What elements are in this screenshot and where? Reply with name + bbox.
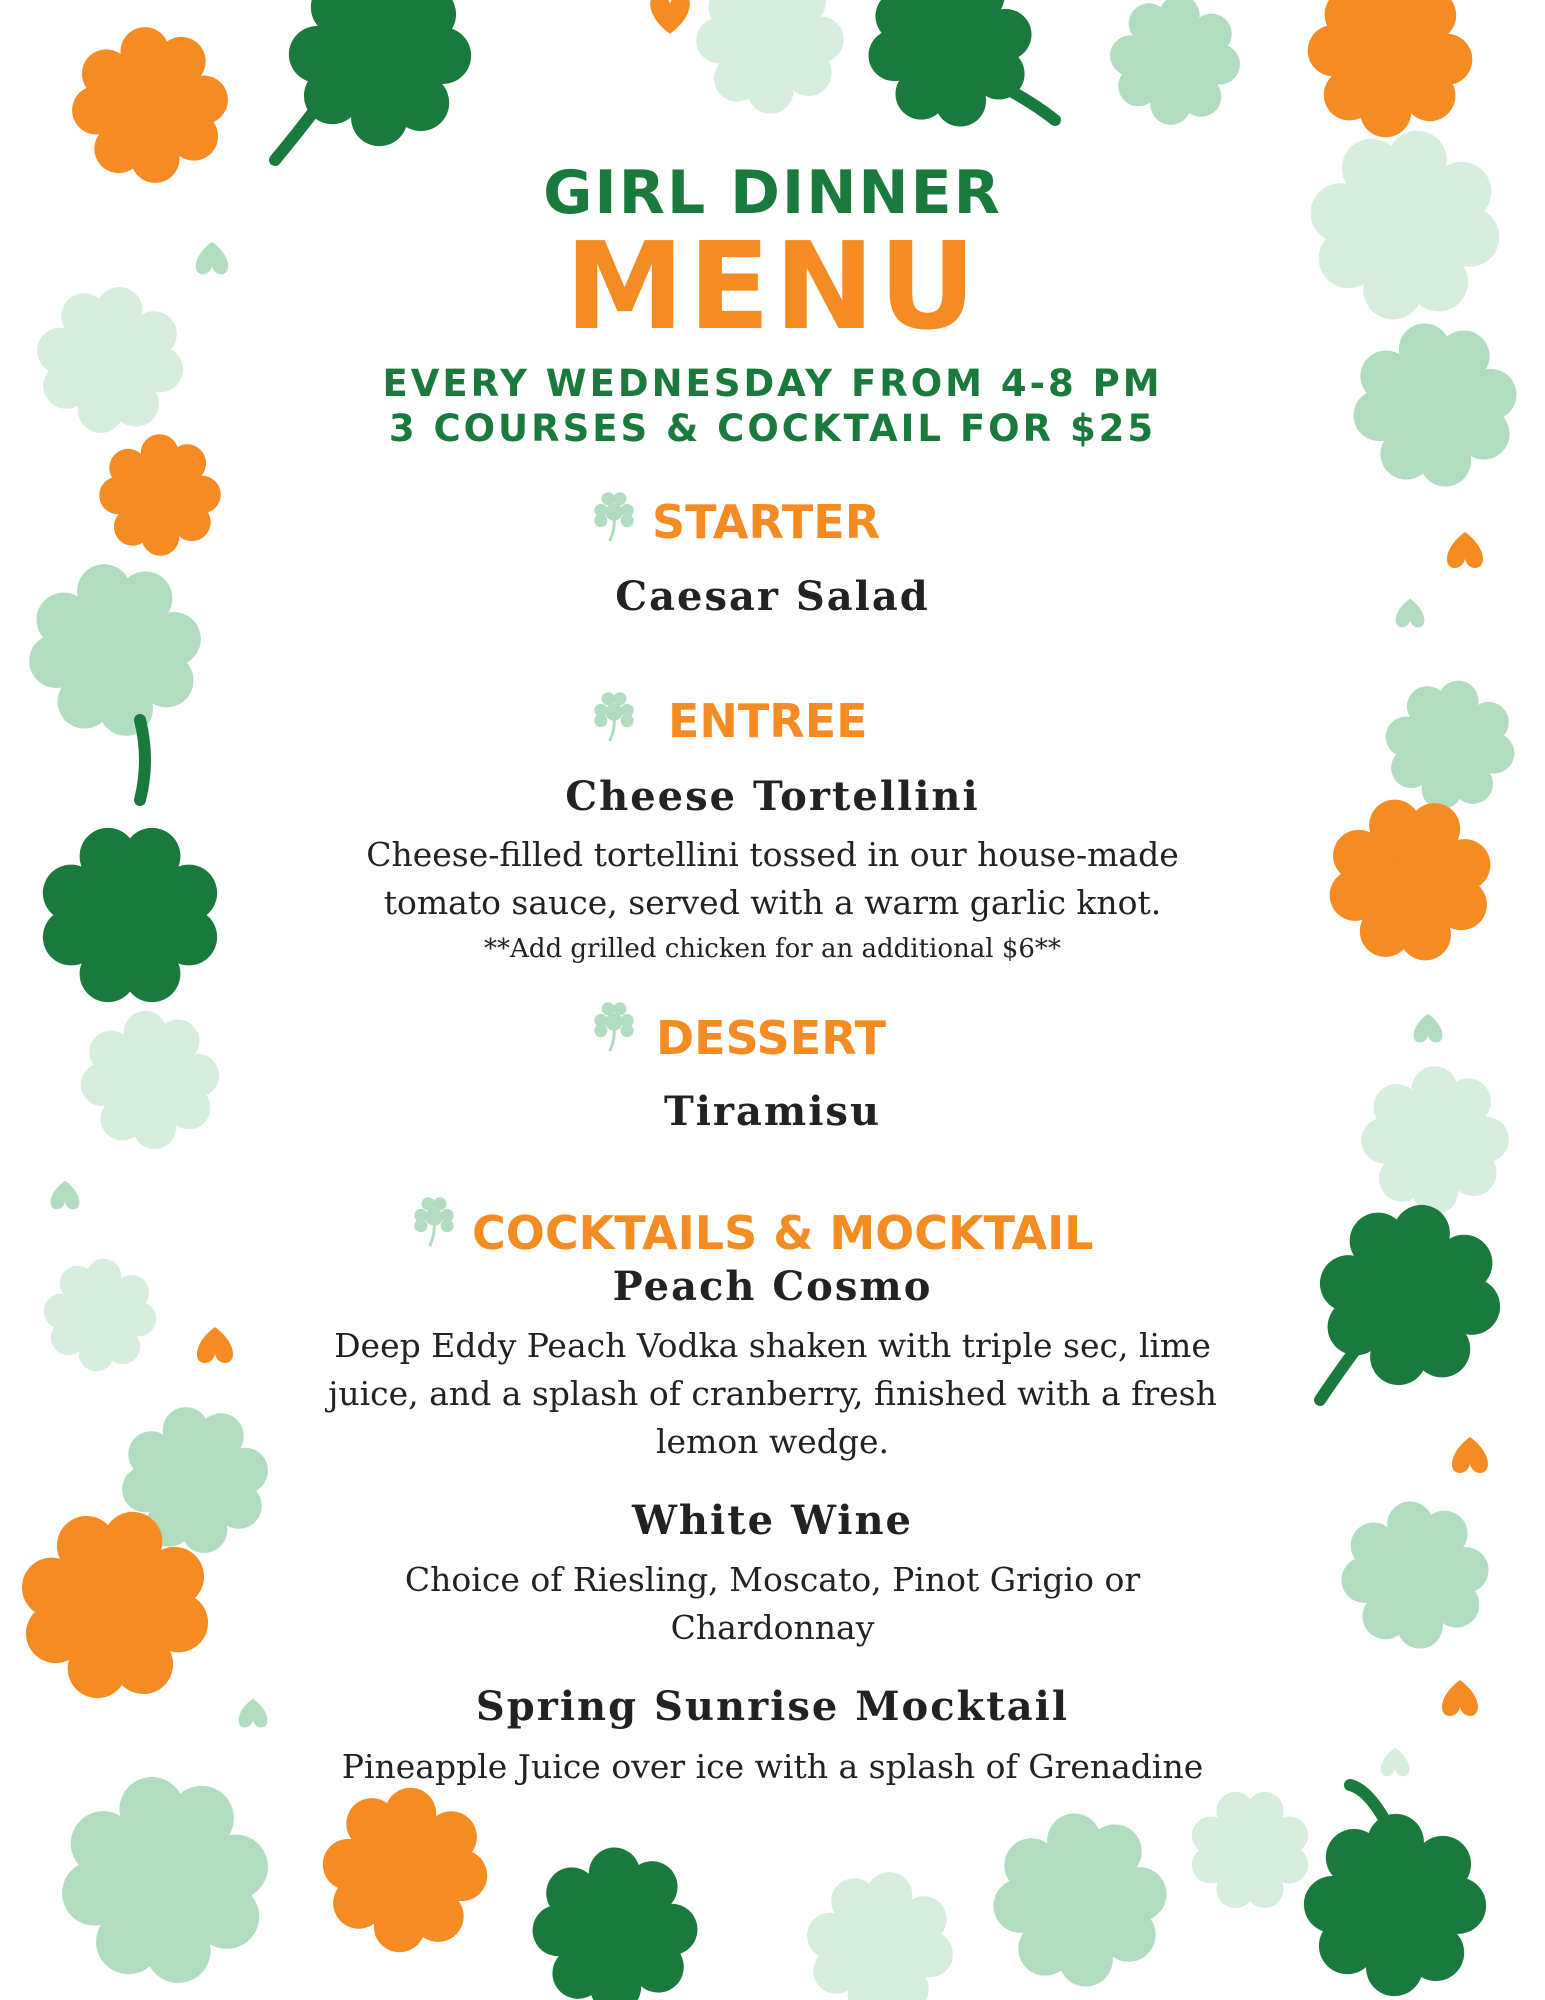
item-description: tomato sauce, served with a warm garlic knot. — [383, 883, 1162, 922]
schedule-line: EVERY WEDNESDAY FROM 4-8 PM — [382, 362, 1163, 405]
item-name: Caesar Salad — [615, 573, 930, 620]
item-name: White Wine — [632, 1497, 913, 1544]
item-description: Cheese-filled tortellini tossed in our house-made — [366, 835, 1179, 874]
menu-title: MENU — [564, 218, 981, 357]
item-name: Cheese Tortellini — [565, 773, 980, 820]
shamrock-icon — [592, 1000, 636, 1054]
section-heading-entree: ENTREE — [668, 694, 868, 748]
section-heading-cocktails: COCKTAILS & MOCKTAIL — [472, 1206, 1094, 1260]
item-description: Chardonnay — [670, 1608, 875, 1647]
section-heading-dessert: DESSERT — [656, 1011, 886, 1065]
menu-kicker: GIRL DINNER — [543, 158, 1002, 228]
shamrock-icon — [412, 1195, 456, 1249]
item-note: **Add grilled chicken for an additional $6** — [484, 934, 1061, 964]
item-description: juice, and a splash of cranberry, finished with a fresh — [328, 1374, 1217, 1413]
shamrock-icon — [592, 490, 636, 544]
item-name: Peach Cosmo — [612, 1263, 933, 1310]
item-description: lemon wedge. — [655, 1422, 890, 1461]
item-description: Pineapple Juice over ice with a splash of Grenadine — [341, 1747, 1204, 1786]
item-name: Tiramisu — [663, 1088, 882, 1135]
offer-line: 3 COURSES & COCKTAIL FOR $25 — [388, 407, 1157, 450]
item-description: Choice of Riesling, Moscato, Pinot Grigio or — [404, 1560, 1141, 1599]
item-description: Deep Eddy Peach Vodka shaken with triple sec, lime — [334, 1326, 1211, 1365]
section-heading-starter: STARTER — [652, 495, 881, 549]
item-name: Spring Sunrise Mocktail — [475, 1683, 1070, 1730]
shamrock-icon — [592, 690, 636, 744]
